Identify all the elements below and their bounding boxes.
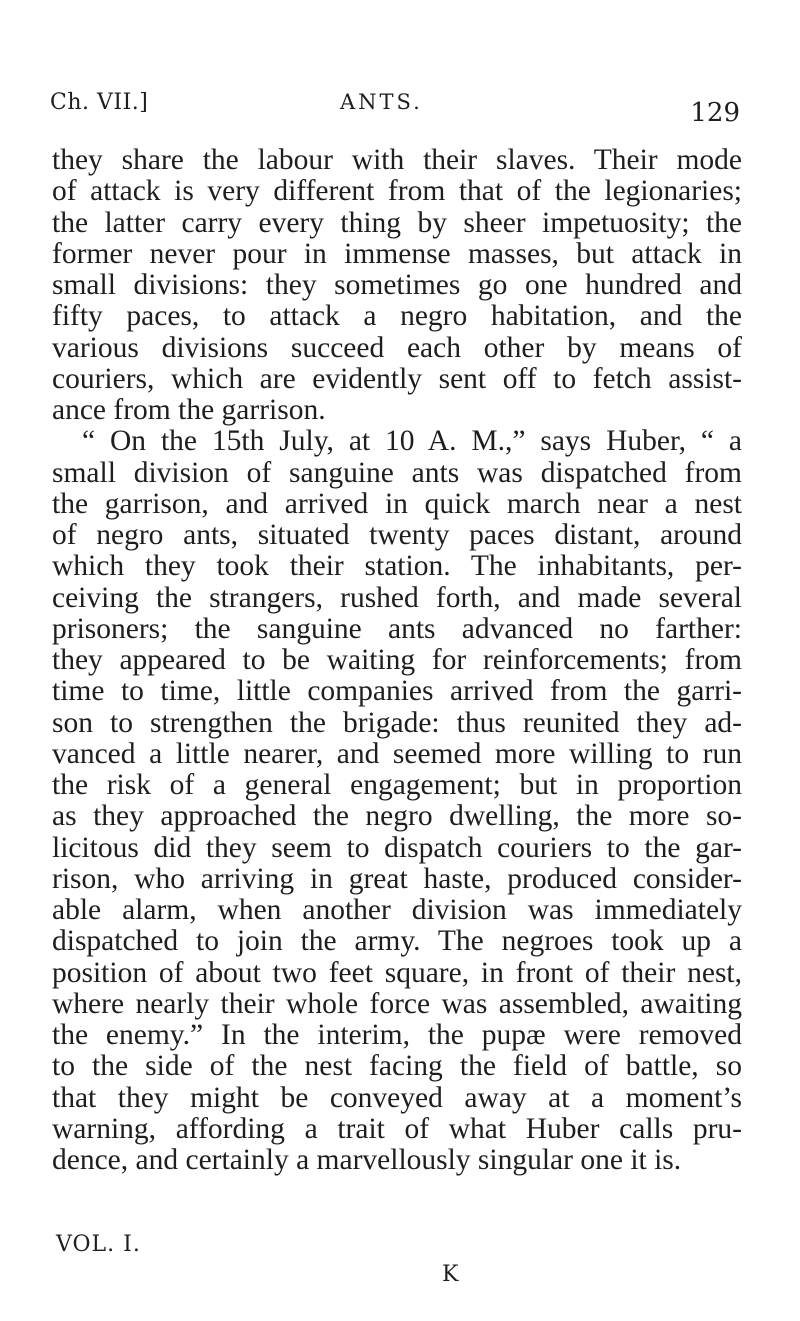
text-line: vanced a little nearer, and seemed more willing to run [52, 738, 742, 770]
signature-mark: K [442, 1262, 459, 1287]
text-line: the risk of a general engagement; but in proportion [52, 770, 742, 801]
text-line: former never pour in immense masses, but attack in [52, 238, 742, 270]
text-line: ance from the garrison. [52, 395, 326, 426]
text-line: position of about two feet square, in front of their nest, [52, 957, 742, 989]
text-line: son to strengthen the brigade: thus reunited they ad- [52, 707, 742, 739]
text-line: they appeared to be waiting for reinforcements; from [52, 645, 742, 676]
text-line: where nearly their whole force was assembled, awaiting [52, 988, 742, 1020]
text-line: of negro ants, situated twenty paces distant, around [52, 520, 742, 551]
text-line: fifty paces, to attack a negro habitation, and the [52, 301, 742, 333]
body-text [52, 145, 742, 1176]
text-line: that they might be conveyed away at a moment’s [52, 1082, 742, 1114]
volume-mark: VOL. I. [56, 1232, 141, 1257]
text-line: small division of sanguine ants was dispatched from [52, 457, 742, 489]
text-line: as they approached the negro dwelling, the more so- [52, 801, 742, 833]
text-line: prisoners; the sanguine ants advanced no farther: [52, 613, 742, 645]
text-line: the latter carry every thing by sheer impetuosity; the [52, 207, 742, 239]
text-line: time to time, little companies arrived from the garri- [52, 676, 742, 708]
text-line: able alarm, when another division was immediately [52, 895, 742, 926]
text-line: the garrison, and arrived in quick march near a nest [52, 488, 742, 520]
text-line: they share the labour with their slaves. Their mode [52, 145, 742, 176]
text-line: dispatched to join the army. The negroes took up a [52, 926, 742, 958]
text-line: rison, who arriving in great haste, produced consider- [52, 863, 742, 895]
chapter-reference: Ch. VII.] [50, 90, 149, 115]
page-footer [52, 1232, 742, 1292]
text-line: warning, affording a trait of what Huber calls pru- [52, 1113, 742, 1145]
text-line: couriers, which are evidently sent off to fetch assist- [52, 363, 742, 395]
text-line: of attack is very different from that of the legionaries; [52, 176, 742, 208]
running-title: ANTS. [340, 90, 423, 114]
text-line: ceiving the strangers, rushed forth, and made several [52, 582, 742, 614]
page-number: 129 [690, 98, 740, 128]
text-line: dence, and certainly a marvellously singular one it is. [52, 1145, 682, 1176]
text-line: licitous did they seem to dispatch couriers to the gar- [52, 832, 742, 864]
text-line: “ On the 15th July, at 10 A. M.,” says Huber, “ a [82, 426, 742, 458]
running-header [50, 88, 740, 128]
text-line: the enemy.” In the interim, the pupæ were removed [52, 1020, 742, 1051]
text-line: to the side of the nest facing the field of battle, so [52, 1051, 742, 1083]
text-line: small divisions: they sometimes go one hundred and [52, 270, 742, 301]
text-line: which they took their station. The inhabitants, per- [52, 551, 742, 583]
text-line: various divisions succeed each other by means of [52, 332, 742, 364]
